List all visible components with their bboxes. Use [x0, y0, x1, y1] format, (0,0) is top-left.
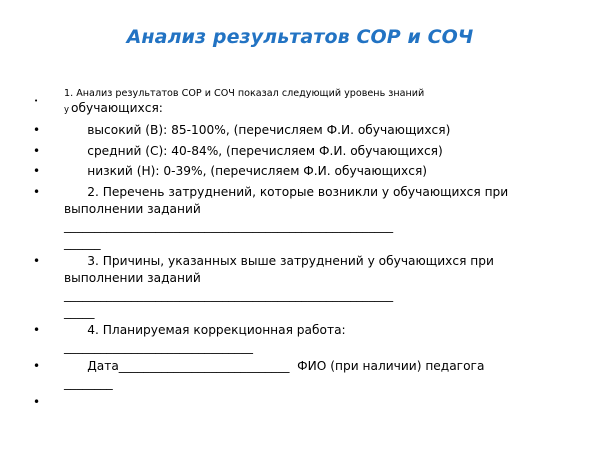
- list-item-line: 1. Анализ результатов СОР и СОЧ показал следующий уровень знаний: [64, 88, 425, 99]
- blank-line: ______________________________________________________: [64, 219, 394, 233]
- list-item-line: [64, 100, 564, 119]
- bullet: •: [33, 359, 41, 373]
- list-item-line: выполнении заданий: [64, 202, 201, 216]
- list-item-medium-level: [64, 143, 564, 160]
- bullet: •: [33, 323, 41, 337]
- list-item-date-teacher: [64, 358, 564, 392]
- bullet: •: [33, 395, 41, 409]
- list-item-difficulties: [64, 184, 564, 252]
- list-item-text: низкий (Н): 0-39%, (перечисляем Ф.И. обучающихся): [64, 164, 428, 178]
- blank-line: ______: [64, 236, 101, 250]
- list-item-text: обучающихся:: [71, 101, 163, 115]
- list-item-line: 3. Причины, указанных выше затруднений у обучающихся при: [64, 254, 494, 268]
- bullet: •: [33, 123, 41, 137]
- list-item-line: выполнении заданий: [64, 271, 201, 285]
- bullet: •: [33, 185, 41, 199]
- list-item-line: 4. Планируемая коррекционная работа:: [64, 323, 346, 337]
- list-item-correction-work: [64, 322, 564, 356]
- list-item-high-level: [64, 122, 564, 139]
- bullet: •: [33, 254, 41, 268]
- blank-line: _____: [64, 305, 95, 319]
- list-item-line: Дата____________________________ ФИО (при наличии) педагога: [64, 359, 485, 373]
- list-item-text: средний (С): 40-84%, (перечисляем Ф.И. обучающихся): [64, 144, 443, 158]
- list-item-reasons: [64, 253, 564, 321]
- bullet: •: [33, 144, 41, 158]
- blank-line: _______________________________: [64, 340, 253, 354]
- slide-title: Анализ результатов СОР и СОЧ: [126, 26, 474, 48]
- bullet: •: [33, 164, 41, 178]
- blank-line: ______________________________________________________: [64, 288, 394, 302]
- list-item-prefix: у: [64, 105, 70, 115]
- list-item-analysis: [64, 88, 564, 119]
- blank-line: ________: [64, 376, 113, 390]
- list-item-line: 2. Перечень затруднений, которые возникли у обучающихся при: [64, 185, 509, 199]
- list-item-low-level: [64, 163, 564, 180]
- bullet: •: [34, 97, 39, 105]
- list-item-text: высокий (В): 85-100%, (перечисляем Ф.И. обучающихся): [64, 123, 451, 137]
